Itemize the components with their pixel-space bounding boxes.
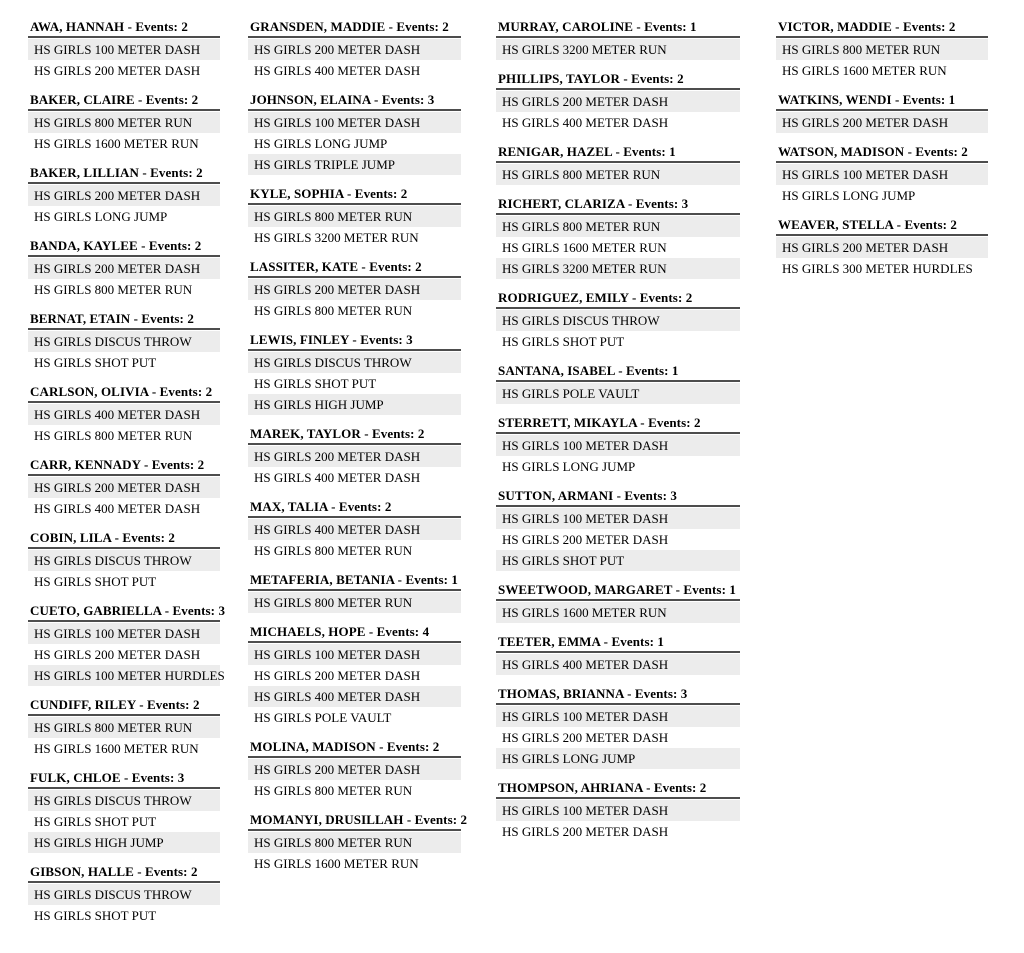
event-row: HS GIRLS 200 METER DASH xyxy=(28,258,220,279)
athlete-block xyxy=(28,603,226,686)
event-row: HS GIRLS HIGH JUMP xyxy=(28,832,220,853)
event-row: HS GIRLS 800 METER RUN xyxy=(34,428,193,443)
event-row: HS GIRLS 800 METER RUN xyxy=(248,592,461,613)
athlete-block xyxy=(776,144,988,206)
event-row: HS GIRLS 800 METER RUN xyxy=(254,303,413,318)
athlete-name-header: RENIGAR, HAZEL - Events: 1 xyxy=(496,144,740,163)
event-row: HS GIRLS 400 METER DASH xyxy=(496,654,740,675)
athlete-name-header: LEWIS, FINLEY - Events: 3 xyxy=(248,332,461,351)
event-row: HS GIRLS 800 METER RUN xyxy=(496,164,740,185)
event-row: HS GIRLS 400 METER DASH xyxy=(248,519,461,540)
event-row: HS GIRLS 400 METER DASH xyxy=(254,470,421,485)
athlete-block xyxy=(248,499,461,561)
athlete-block xyxy=(28,697,220,759)
event-row: HS GIRLS 100 METER DASH xyxy=(248,644,461,665)
athlete-name-header: METAFERIA, BETANIA - Events: 1 xyxy=(248,572,461,591)
event-row: HS GIRLS SHOT PUT xyxy=(34,574,157,589)
event-row: HS GIRLS LONG JUMP xyxy=(34,209,168,224)
athlete-name-header: SWEETWOOD, MARGARET - Events: 1 xyxy=(496,582,740,601)
athlete-name-header: RICHERT, CLARIZA - Events: 3 xyxy=(496,196,740,215)
athlete-block xyxy=(28,530,220,592)
athlete-name-header: MOLINA, MADISON - Events: 2 xyxy=(248,739,461,758)
event-row: HS GIRLS 100 METER DASH xyxy=(496,706,740,727)
athlete-name-header: BAKER, CLAIRE - Events: 2 xyxy=(28,92,220,111)
event-row: HS GIRLS 200 METER DASH xyxy=(248,279,461,300)
event-row: HS GIRLS 200 METER DASH xyxy=(28,185,220,206)
athlete-name-header: GRANSDEN, MADDIE - Events: 2 xyxy=(248,19,461,38)
athlete-block xyxy=(496,780,740,842)
event-row: HS GIRLS DISCUS THROW xyxy=(28,790,220,811)
event-row: HS GIRLS 100 METER HURDLES xyxy=(28,665,220,686)
athlete-block xyxy=(496,582,740,623)
event-row: HS GIRLS 200 METER DASH xyxy=(248,39,461,60)
athlete-block xyxy=(28,238,220,300)
athlete-block xyxy=(496,363,740,404)
athlete-block xyxy=(248,332,461,415)
event-row: HS GIRLS 200 METER DASH xyxy=(34,647,201,662)
athlete-block xyxy=(248,624,461,728)
athlete-block xyxy=(496,415,740,477)
athlete-name-header: MAREK, TAYLOR - Events: 2 xyxy=(248,426,461,445)
roster-column-3 xyxy=(496,19,740,853)
athlete-name-header: PHILLIPS, TAYLOR - Events: 2 xyxy=(496,71,740,90)
athlete-block xyxy=(28,92,220,154)
athlete-name-header: THOMPSON, AHRIANA - Events: 2 xyxy=(496,780,740,799)
athlete-block xyxy=(28,165,220,227)
event-row: HS GIRLS 400 METER DASH xyxy=(502,115,669,130)
event-row: HS GIRLS LONG JUMP xyxy=(254,136,388,151)
athlete-name-header: CUETO, GABRIELLA - Events: 3 xyxy=(28,603,220,622)
event-row: HS GIRLS SHOT PUT xyxy=(496,550,740,571)
event-row: HS GIRLS 100 METER DASH xyxy=(496,508,740,529)
event-row: HS GIRLS 800 METER RUN xyxy=(34,282,193,297)
athlete-name-header: FULK, CHLOE - Events: 3 xyxy=(28,770,220,789)
athlete-name-header: WEAVER, STELLA - Events: 2 xyxy=(776,217,988,236)
athlete-name-header: KYLE, SOPHIA - Events: 2 xyxy=(248,186,461,205)
athlete-name-header: BERNAT, ETAIN - Events: 2 xyxy=(28,311,220,330)
event-row: HS GIRLS LONG JUMP xyxy=(782,188,916,203)
athlete-name-header: LASSITER, KATE - Events: 2 xyxy=(248,259,461,278)
athlete-name-header: MOMANYI, DRUSILLAH - Events: 2 xyxy=(248,812,461,831)
event-row: HS GIRLS 1600 METER RUN xyxy=(34,741,199,756)
event-row: HS GIRLS 3200 METER RUN xyxy=(254,230,419,245)
event-row: HS GIRLS 300 METER HURDLES xyxy=(782,261,973,276)
athlete-name-header: GIBSON, HALLE - Events: 2 xyxy=(28,864,220,883)
athlete-name-header: THOMAS, BRIANNA - Events: 3 xyxy=(496,686,740,705)
event-row: HS GIRLS LONG JUMP xyxy=(502,459,636,474)
event-row: HS GIRLS 800 METER RUN xyxy=(248,206,461,227)
event-row: HS GIRLS 1600 METER RUN xyxy=(34,136,199,151)
roster-column-4 xyxy=(776,19,988,290)
event-row: HS GIRLS 200 METER DASH xyxy=(254,668,421,683)
athlete-block xyxy=(248,19,461,81)
athlete-name-header: BANDA, KAYLEE - Events: 2 xyxy=(28,238,220,257)
athlete-name-header: MAX, TALIA - Events: 2 xyxy=(248,499,461,518)
event-row: HS GIRLS LONG JUMP xyxy=(496,748,740,769)
event-row: HS GIRLS 3200 METER RUN xyxy=(496,39,740,60)
athlete-block xyxy=(28,19,220,81)
event-row: HS GIRLS SHOT PUT xyxy=(34,814,157,829)
event-row: HS GIRLS 800 METER RUN xyxy=(776,39,988,60)
athlete-name-header: WATSON, MADISON - Events: 2 xyxy=(776,144,988,163)
athlete-block xyxy=(496,196,740,279)
athlete-name-header: TEETER, EMMA - Events: 1 xyxy=(496,634,740,653)
athlete-block xyxy=(28,311,220,373)
event-row: HS GIRLS 100 METER DASH xyxy=(776,164,988,185)
event-row: HS GIRLS SHOT PUT xyxy=(502,334,625,349)
event-row: HS GIRLS 400 METER DASH xyxy=(248,686,461,707)
event-row: HS GIRLS 200 METER DASH xyxy=(502,824,669,839)
athlete-name-header: CARLSON, OLIVIA - Events: 2 xyxy=(28,384,220,403)
event-row: HS GIRLS 800 METER RUN xyxy=(28,112,220,133)
athlete-block xyxy=(248,812,468,874)
athlete-block xyxy=(496,71,740,133)
athlete-block xyxy=(248,426,461,488)
athlete-name-header: CUNDIFF, RILEY - Events: 2 xyxy=(28,697,220,716)
athlete-name-header: JOHNSON, ELAINA - Events: 3 xyxy=(248,92,461,111)
athlete-name-header: WATKINS, WENDI - Events: 1 xyxy=(776,92,988,111)
athlete-block xyxy=(776,217,988,279)
athlete-block xyxy=(28,384,220,446)
athlete-block xyxy=(28,457,220,519)
roster-column-2 xyxy=(248,19,468,885)
event-row: HS GIRLS 200 METER DASH xyxy=(248,446,461,467)
roster-column-1 xyxy=(28,19,226,937)
event-row: HS GIRLS SHOT PUT xyxy=(34,355,157,370)
athlete-block xyxy=(248,186,461,248)
event-row: HS GIRLS 1600 METER RUN xyxy=(496,602,740,623)
event-row: HS GIRLS 100 METER DASH xyxy=(28,39,220,60)
event-row: HS GIRLS 800 METER RUN xyxy=(496,216,740,237)
event-row: HS GIRLS SHOT PUT xyxy=(34,908,157,923)
athlete-block xyxy=(496,634,740,675)
athlete-block xyxy=(496,488,740,571)
athlete-name-header: CARR, KENNADY - Events: 2 xyxy=(28,457,220,476)
athlete-name-header: SUTTON, ARMANI - Events: 3 xyxy=(496,488,740,507)
event-row: HS GIRLS 800 METER RUN xyxy=(28,717,220,738)
event-row: HS GIRLS 200 METER DASH xyxy=(502,532,669,547)
event-row: HS GIRLS 400 METER DASH xyxy=(254,63,421,78)
event-row: HS GIRLS 200 METER DASH xyxy=(502,730,669,745)
athlete-block xyxy=(248,739,461,801)
event-row: HS GIRLS 100 METER DASH xyxy=(496,800,740,821)
event-row: HS GIRLS 200 METER DASH xyxy=(496,91,740,112)
event-row: HS GIRLS 200 METER DASH xyxy=(28,477,220,498)
event-row: HS GIRLS 200 METER DASH xyxy=(34,63,201,78)
event-row: HS GIRLS 400 METER DASH xyxy=(34,501,201,516)
athlete-block xyxy=(28,770,220,853)
athlete-name-header: MICHAELS, HOPE - Events: 4 xyxy=(248,624,461,643)
athlete-name-header: BAKER, LILLIAN - Events: 2 xyxy=(28,165,220,184)
event-row: HS GIRLS TRIPLE JUMP xyxy=(248,154,461,175)
athlete-block xyxy=(248,572,461,613)
event-row: HS GIRLS 400 METER DASH xyxy=(28,404,220,425)
athlete-name-header: MURRAY, CAROLINE - Events: 1 xyxy=(496,19,740,38)
athlete-block xyxy=(496,686,740,769)
event-row: HS GIRLS 1600 METER RUN xyxy=(502,240,667,255)
event-row: HS GIRLS 1600 METER RUN xyxy=(782,63,947,78)
event-row: HS GIRLS DISCUS THROW xyxy=(28,884,220,905)
event-row: HS GIRLS DISCUS THROW xyxy=(496,310,740,331)
athlete-name-header: AWA, HANNAH - Events: 2 xyxy=(28,19,220,38)
event-row: HS GIRLS SHOT PUT xyxy=(254,376,377,391)
event-row: HS GIRLS DISCUS THROW xyxy=(248,352,461,373)
event-row: HS GIRLS 3200 METER RUN xyxy=(496,258,740,279)
athlete-block xyxy=(496,290,740,352)
event-row: HS GIRLS 100 METER DASH xyxy=(248,112,461,133)
event-row: HS GIRLS 1600 METER RUN xyxy=(254,856,419,871)
athlete-name-header: COBIN, LILA - Events: 2 xyxy=(28,530,220,549)
athlete-name-header: SANTANA, ISABEL - Events: 1 xyxy=(496,363,740,382)
event-row: HS GIRLS HIGH JUMP xyxy=(248,394,461,415)
event-row: HS GIRLS POLE VAULT xyxy=(496,383,740,404)
athlete-block xyxy=(496,144,740,185)
event-row: HS GIRLS 200 METER DASH xyxy=(776,112,988,133)
athlete-block xyxy=(776,92,988,133)
event-row: HS GIRLS 200 METER DASH xyxy=(776,237,988,258)
event-row: HS GIRLS 800 METER RUN xyxy=(248,832,461,853)
athlete-block xyxy=(496,19,740,60)
event-row: HS GIRLS 200 METER DASH xyxy=(248,759,461,780)
athlete-block xyxy=(28,864,220,926)
athlete-block xyxy=(248,92,461,175)
event-row: HS GIRLS POLE VAULT xyxy=(254,710,392,725)
event-row: HS GIRLS 100 METER DASH xyxy=(28,623,220,644)
event-row: HS GIRLS 800 METER RUN xyxy=(254,543,413,558)
athlete-name-header: STERRETT, MIKAYLA - Events: 2 xyxy=(496,415,740,434)
event-row: HS GIRLS 100 METER DASH xyxy=(496,435,740,456)
event-row: HS GIRLS DISCUS THROW xyxy=(28,331,220,352)
athlete-block xyxy=(248,259,461,321)
event-row: HS GIRLS DISCUS THROW xyxy=(28,550,220,571)
event-row: HS GIRLS 800 METER RUN xyxy=(254,783,413,798)
athlete-block xyxy=(776,19,988,81)
athlete-name-header: VICTOR, MADDIE - Events: 2 xyxy=(776,19,988,38)
athlete-name-header: RODRIGUEZ, EMILY - Events: 2 xyxy=(496,290,740,309)
